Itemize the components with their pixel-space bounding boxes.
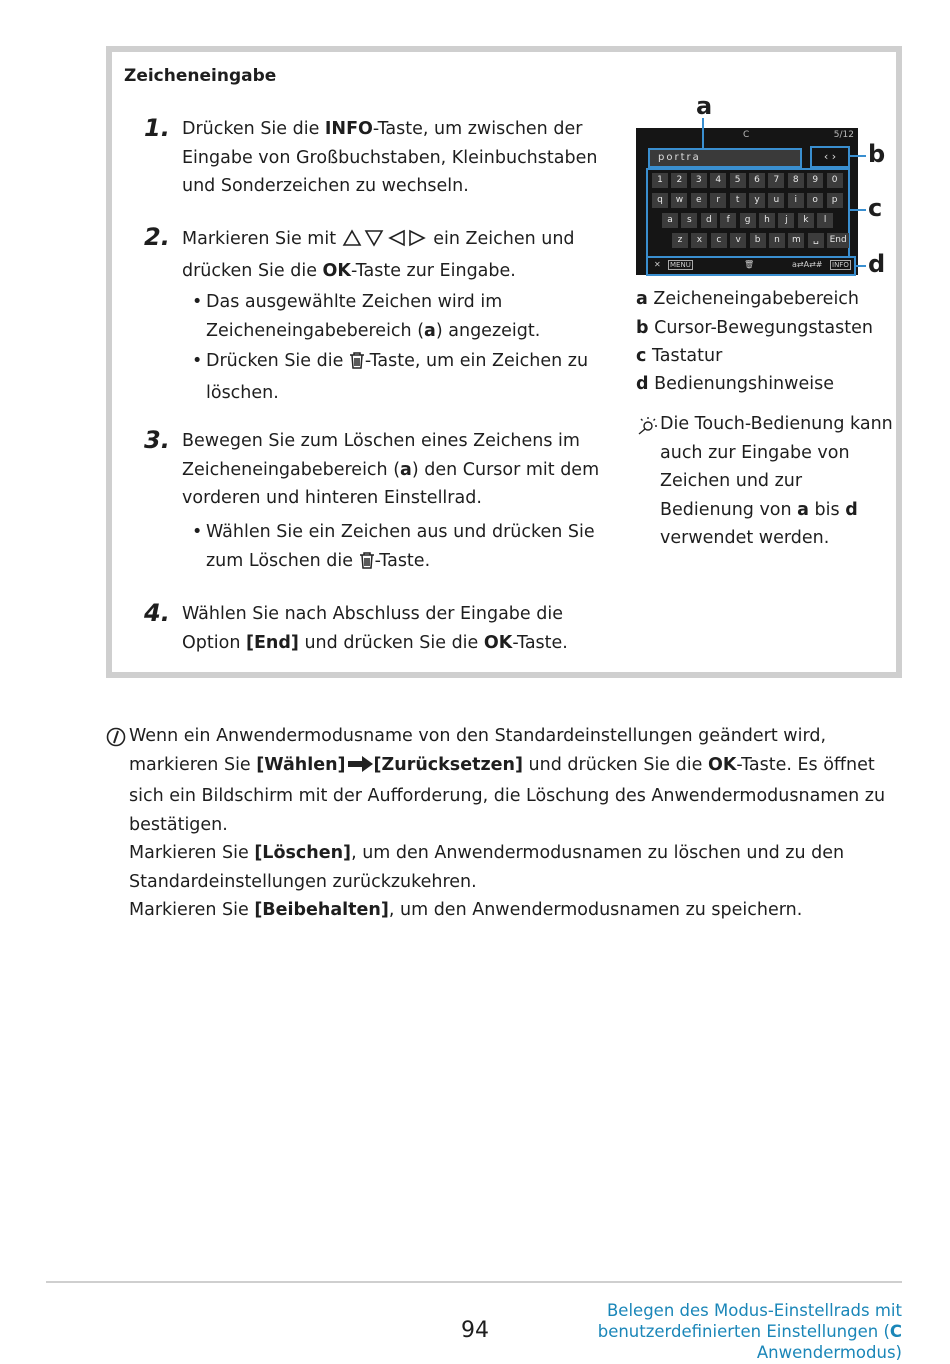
keyboard-key[interactable]: 9 xyxy=(807,173,823,188)
keyboard-key[interactable]: j xyxy=(778,213,794,228)
keyboard-key[interactable]: x xyxy=(691,233,707,248)
touch-note: Die Touch-Bedienung kann auch zur Eingabe von Zeichen und zur Bedienung von a bis d verwendet werden. xyxy=(660,414,893,548)
keyboard-key[interactable]: o xyxy=(807,193,823,208)
touch-icon xyxy=(636,416,658,442)
keyboard-key[interactable]: n xyxy=(769,233,785,248)
info-label: INFO xyxy=(832,261,849,269)
case-switch-label: a⇄A⇄# xyxy=(792,260,823,269)
close-icon: ✕ xyxy=(654,260,661,269)
callout-c: c xyxy=(868,194,883,222)
legend-item: c Tastatur xyxy=(636,346,723,366)
box-title: Zeicheneingabe xyxy=(124,66,277,86)
keyboard-key[interactable]: i xyxy=(788,193,804,208)
list-item: • Wählen Sie ein Zeichen aus und drücken Sie zum Löschen die -Taste. xyxy=(192,518,622,578)
legend-item: b Cursor-Bewegungstasten xyxy=(636,318,873,338)
callout-a: a xyxy=(696,92,713,120)
keyboard-key[interactable]: v xyxy=(730,233,746,248)
keyboard-key[interactable]: End xyxy=(827,233,849,248)
legend-item: a Zeicheneingabebereich xyxy=(636,289,860,309)
keyboard-key[interactable]: k xyxy=(798,213,814,228)
note-text: Wenn ein Anwendermodusname von den Standardeinstellungen geändert wird, markieren Sie [Wählen] [Zurücksetzen] und drücken Sie die OK-Taste. Es öffnet sich ein Bildschirm mit der Aufforderung, die Löschung des Anwendermodusnamen zu bestätigen. Markieren Sie [Löschen], um den Anwendermodusnamen zu löschen und zu den Standardeinstellungen zurückzukehren. Markieren Sie [Beibehalten], um den Anwendermodusnamen zu speichern. xyxy=(129,726,886,920)
callout-lines xyxy=(0,0,950,300)
keyboard-key[interactable]: z xyxy=(672,233,688,248)
text-entry-field[interactable]: portra xyxy=(648,148,802,168)
step-number: 3. xyxy=(144,426,170,454)
menu-label: MENU xyxy=(670,261,691,269)
keyboard-key[interactable]: y xyxy=(749,193,765,208)
callout-d: d xyxy=(868,250,886,278)
keyboard-key[interactable]: 1 xyxy=(652,173,668,188)
keyboard-key[interactable]: q xyxy=(652,193,668,208)
keyboard-key[interactable]: ␣ xyxy=(808,233,824,248)
keyboard-key[interactable]: 7 xyxy=(768,173,784,188)
step-text: Markieren Sie mit ein Zeichen und drücken Sie die OK-Taste zur Eingabe. xyxy=(182,229,575,281)
keyboard-key[interactable]: w xyxy=(671,193,687,208)
trash-icon: 🗑 xyxy=(744,260,755,269)
keyboard-key[interactable]: 8 xyxy=(788,173,804,188)
section-link[interactable]: Belegen des Modus-Einstellrads mit benutzerdefinierten Einstellungen (C Anwendermodus) xyxy=(597,1301,902,1362)
cursor-arrows[interactable]: ‹ › xyxy=(810,146,850,168)
list-item: • Das ausgewählte Zeichen wird im Zeicheneingabebereich (a) angezeigt. xyxy=(192,292,541,341)
step-number: 1. xyxy=(144,114,170,142)
keyboard-key[interactable]: c xyxy=(711,233,727,248)
step-text: Wählen Sie nach Abschluss der Eingabe die Option [End] und drücken Sie die OK-Taste. xyxy=(182,604,568,653)
legend-item: d Bedienungshinweise xyxy=(636,374,834,394)
step-text: Drücken Sie die INFO-Taste, um zwischen der Eingabe von Großbuchstaben, Kleinbuchstaben und Sonderzeichen zu wechseln. xyxy=(182,119,598,196)
keyboard-key[interactable]: t xyxy=(730,193,746,208)
keyboard-key[interactable]: e xyxy=(691,193,707,208)
keyboard-key[interactable]: 5 xyxy=(730,173,746,188)
trash-icon xyxy=(359,550,375,579)
keyboard-key[interactable]: m xyxy=(788,233,804,248)
keyboard-key[interactable]: u xyxy=(768,193,784,208)
keyboard-key[interactable]: r xyxy=(710,193,726,208)
keyboard-key[interactable]: 2 xyxy=(671,173,687,188)
keyboard-key[interactable]: 6 xyxy=(749,173,765,188)
keyboard-key[interactable]: l xyxy=(817,213,833,228)
keyboard-key[interactable]: p xyxy=(827,193,843,208)
callout-b: b xyxy=(868,140,886,168)
keyboard-key[interactable]: a xyxy=(662,213,678,228)
keyboard-key[interactable]: f xyxy=(720,213,736,228)
step-number: 4. xyxy=(144,599,170,627)
keyboard-key[interactable]: d xyxy=(701,213,717,228)
keyboard-key[interactable]: 3 xyxy=(691,173,707,188)
keyboard-key[interactable]: b xyxy=(750,233,766,248)
list-item: • Drücken Sie die -Taste, um ein Zeichen zu löschen. xyxy=(192,351,589,403)
keyboard-key[interactable]: h xyxy=(759,213,775,228)
page-indicator: 5/12 xyxy=(833,130,854,140)
trash-icon xyxy=(349,350,365,379)
note-icon xyxy=(106,727,126,751)
mode-label: C xyxy=(743,130,750,140)
footer-divider xyxy=(46,1281,902,1283)
keyboard-key[interactable]: 0 xyxy=(827,173,843,188)
keyboard-key[interactable]: 4 xyxy=(710,173,726,188)
keyboard-key[interactable]: g xyxy=(740,213,756,228)
arrow-right-icon xyxy=(346,754,374,783)
keyboard-key[interactable]: s xyxy=(681,213,697,228)
step-text: Bewegen Sie zum Löschen eines Zeichens im Zeicheneingabebereich (a) den Cursor mit dem vorderen und hinteren Einstellrad. xyxy=(182,431,600,508)
step-number: 2. xyxy=(144,223,170,251)
page-number: 94 xyxy=(461,1318,489,1343)
